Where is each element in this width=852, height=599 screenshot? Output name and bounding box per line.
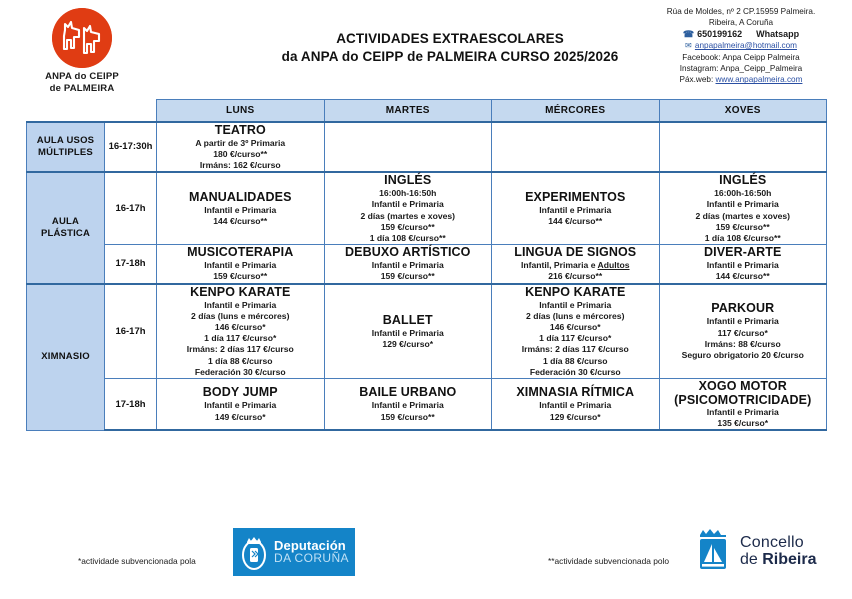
contact-web-label: Páx.web: [679,75,714,85]
contact-web-row [648,74,834,85]
activity-detail-line: Infantil e Primaria [539,299,612,310]
deputacion-da-coruna-logo [233,528,355,576]
activity-detail-line: 216 €/curso** [548,271,603,282]
concello-label-line2 [740,551,817,568]
activity-detail-line: Infantil e Primaria [371,327,444,338]
contact-whatsapp-label: Whatsapp [756,28,800,39]
activity-cell-xoves [659,378,827,430]
activity-cell-mercores [492,172,660,245]
activity-cell-empty-xoves [659,122,827,173]
activity-detail-line: Irmáns: 2 días 117 €/curso [186,344,294,355]
activity-detail-line: Federación 30 €/curso [194,366,286,377]
contact-phone-number: 650199162 [697,28,743,39]
table-row [27,122,827,173]
anpa-logo-line2: de PALMEIRA [49,82,115,94]
activity-detail-line: 159 €/curso** [213,271,268,282]
activity-detail-line: 159 €/curso** [715,221,770,232]
activity-detail-line: 180 €/curso** [213,148,268,159]
footnote-single-star: *actividade subvencionada pola [78,556,196,566]
column-header-mercores: MÉRCORES [492,100,660,122]
table-row [27,284,827,379]
activity-title: PARKOUR [711,301,775,316]
activity-detail-line: 149 €/curso* [214,411,266,422]
activity-detail-line: Infantil e Primaria [204,260,277,271]
activity-detail-line: Infantil e Primaria [706,316,779,327]
activity-detail-line: Infantil e Primaria [539,400,612,411]
time-slot: 17-18h [105,378,157,430]
activity-detail-line: Seguro obrigatorio 20 €/curso [681,349,804,360]
title-line-1: ACTIVIDADES EXTRAESCOLARES [336,31,564,46]
activity-detail-line: Infantil e Primaria [706,199,779,210]
activity-cell-martes [324,172,492,245]
contact-web-link[interactable]: www.anpapalmeira.com [715,75,803,85]
activity-cell-empty-martes [324,122,492,173]
activity-detail-line: Irmáns: 88 €/curso [704,338,781,349]
contact-phone-row [648,29,834,40]
activity-detail-line: Infantil e Primaria [706,406,779,417]
concello-ribeira-boat-icon [692,526,734,576]
contact-email-link[interactable]: anpapalmeira@hotmail.com [694,41,797,51]
activity-detail-line: 146 €/curso* [549,321,601,332]
table-row [27,245,827,284]
activity-cell-luns [157,122,325,173]
schedule-table-body [27,122,827,431]
deputacion-label-line2: DA CORUÑA [274,551,349,565]
envelope-icon: ✉ [685,41,692,51]
activity-title: TEATRO [214,122,266,137]
activity-detail-line: 129 €/curso* [549,411,601,422]
anpa-deer-circle-logo-icon [52,8,112,68]
title-line-2: da ANPA do CEIPP de PALMEIRA CURSO 2025/2026 [281,49,619,64]
activity-title: XOGO MOTOR (PSICOMOTRICIDADE) [674,378,812,407]
schedule-table-wrapper [26,99,826,431]
activity-detail-line: A partir de 3º Primaria [195,137,286,148]
activity-title: INGLÉS [719,173,767,188]
activity-cell-empty-mercores [492,122,660,173]
activity-title: DEBUXO ARTÍSTICO [345,245,471,260]
activity-detail-line: Infantil e Primaria [204,400,277,411]
table-row [27,172,827,245]
activity-detail-line: Infantil e Primaria [204,299,277,310]
activity-detail-line: Irmáns: 2 días 117 €/curso [521,344,629,355]
activity-detail-line: 2 días (luns e mércores) [526,310,625,321]
activity-cell-luns [157,284,325,379]
activity-detail-line: Infantil e Primaria [371,199,444,210]
time-slot: 16-17h [105,172,157,245]
activity-detail-line: 129 €/curso* [382,338,434,349]
activity-detail-line: Infantil, Primaria e Adultos [520,260,630,271]
activity-cell-mercores [492,245,660,284]
activity-detail-line: 1 día 88 €/curso [543,355,608,366]
activity-detail-line: 2 días (luns e mércores) [191,310,290,321]
activity-detail-line: 1 día 88 €/curso [208,355,273,366]
activity-title: BAILE URBANO [359,385,457,400]
column-header-martes: MARTES [324,100,492,122]
time-slot: 16-17h [105,284,157,379]
activity-cell-luns [157,378,325,430]
activity-detail-line: 16:00h-16:50h [379,188,437,199]
activity-detail-line: 159 €/curso** [380,221,435,232]
activity-detail-line: 2 días (martes e xoves) [695,210,791,221]
activity-title: BODY JUMP [202,385,278,400]
activity-cell-luns [157,172,325,245]
phone-icon: ☎ [682,28,695,39]
activity-title: KENPO KARATE [190,284,291,299]
header-corner-blank-2 [105,100,157,122]
activity-detail-line: 1 día 117 €/curso* [204,333,277,344]
activity-title: INGLÉS [384,173,432,188]
activity-detail-line: Infantil e Primaria [371,260,444,271]
activity-title: EXPERIMENTOS [525,189,626,204]
anpa-logo-block [26,8,138,94]
column-header-xoves: XOVES [659,100,827,122]
concello-label-line1: Concello [740,534,804,551]
activity-detail-line: Infantil e Primaria [204,204,277,215]
activity-detail-line: 144 €/curso** [548,216,603,227]
time-slot: 17-18h [105,245,157,284]
activity-detail-line: Infantil e Primaria [539,204,612,215]
activity-cell-luns [157,245,325,284]
contact-email-row [648,40,834,51]
contact-info [648,6,834,86]
activity-detail-line: Infantil e Primaria [706,260,779,271]
room-label-ximnasio: XIMNASIO [27,284,105,431]
activity-cell-xoves [659,172,827,245]
activity-detail-line: Federación 30 €/curso [529,366,621,377]
activity-detail-line: 159 €/curso** [380,411,435,422]
concello-label-prefix: de [740,551,763,568]
activity-title: LINGUA DE SIGNOS [514,245,637,260]
anpa-logo-line1: ANPA do CEIPP [45,71,119,82]
table-row [27,378,827,430]
page-header [0,0,852,96]
deputacion-label-line1: Deputación [274,538,346,553]
activity-detail-line: 144 €/curso** [213,216,268,227]
activity-detail-line: 1 día 108 €/curso** [369,232,446,243]
deputacion-coruna-shield-icon [239,533,269,571]
activity-detail-line: 16:00h-16:50h [714,188,772,199]
activity-title: KENPO KARATE [525,284,626,299]
contact-address-line1: Rúa de Moldes, nº 2 CP.15959 Palmeira. [666,7,816,16]
activity-detail-line: 159 €/curso** [380,271,435,282]
activity-title: MANUALIDADES [188,189,292,204]
room-label-aula-plastica: AULA PLÁSTICA [27,172,105,283]
activity-detail-line: 117 €/curso* [717,327,768,338]
activity-cell-xoves [659,284,827,379]
activity-cell-xoves [659,245,827,284]
time-slot: 16-17:30h [105,122,157,173]
activity-cell-martes [324,284,492,379]
activity-detail-line: Infantil e Primaria [371,400,444,411]
activity-title: BALLET [382,312,433,327]
activity-cell-mercores [492,378,660,430]
activity-detail-line: 2 días (martes e xoves) [360,210,456,221]
activity-detail-line: 1 día 108 €/curso** [704,232,781,243]
activity-cell-martes [324,378,492,430]
activity-detail-line: 135 €/curso* [717,418,769,429]
activity-title: MUSICOTERAPIA [187,245,294,260]
activity-title: XIMNASIA RÍTMICA [516,385,635,400]
header-corner-blank [27,100,105,122]
concello-label-bold: Ribeira [762,551,817,568]
contact-facebook: Facebook: Anpa Ceipp Palmeira [682,52,800,62]
contact-address-line2: Ribeira, A Coruña [708,18,774,28]
activity-detail-line: 144 €/curso** [715,271,770,282]
activity-cell-martes [324,245,492,284]
table-header-row [27,100,827,122]
activity-detail-line: Irmáns: 162 €/curso [199,159,281,170]
room-label-aula-usos-multiples: AULA USOS MÚLTIPLES [27,122,105,173]
activity-cell-mercores [492,284,660,379]
activity-detail-line: 1 día 117 €/curso* [539,333,612,344]
contact-instagram: Instagram: Anpa_Ceipp_Palmeira [679,64,803,74]
schedule-table [26,99,827,431]
activity-title: DIVER-ARTE [704,245,782,260]
activity-detail-line: 146 €/curso* [214,321,266,332]
concello-de-ribeira-logo [692,524,844,578]
page-title [250,30,650,66]
footnote-double-star: **actividade subvencionada polo [548,556,670,566]
column-header-luns: LUNS [157,100,325,122]
